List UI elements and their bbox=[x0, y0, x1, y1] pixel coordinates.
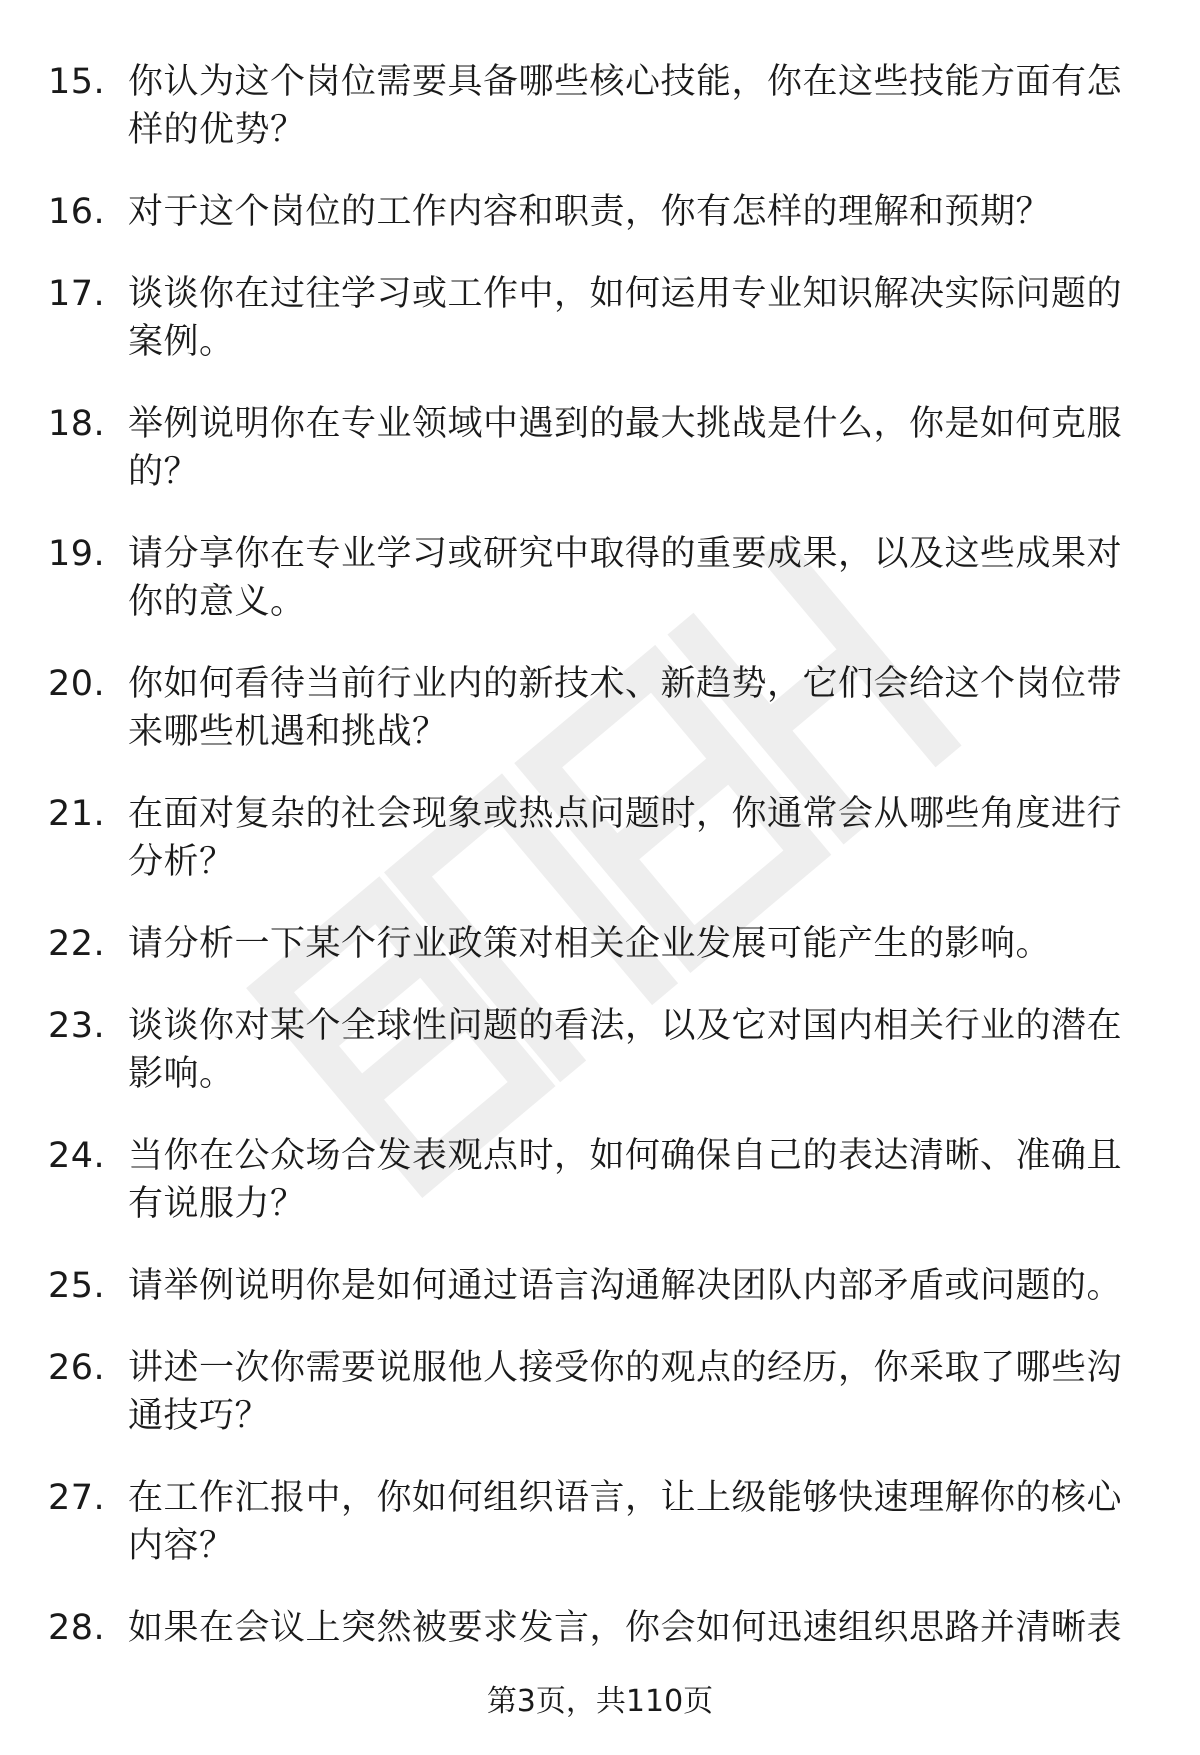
question-number: 21. bbox=[48, 794, 106, 834]
question-text: 举例说明你在专业领域中遇到的最大挑战是什么，你是如何克服的？ bbox=[128, 404, 1123, 492]
question-item bbox=[0, 58, 1200, 154]
question-item bbox=[0, 1344, 1200, 1440]
question-text: 在面对复杂的社会现象或热点问题时，你通常会从哪些角度进行分析？ bbox=[128, 794, 1123, 882]
question-list bbox=[0, 58, 1200, 1686]
question-item bbox=[0, 660, 1200, 756]
question-item bbox=[0, 188, 1200, 236]
question-number: 28. bbox=[48, 1608, 106, 1648]
question-text: 对于这个岗位的工作内容和职责，你有怎样的理解和预期？ bbox=[128, 192, 1052, 232]
question-item bbox=[0, 1604, 1200, 1652]
question-number: 20. bbox=[48, 664, 106, 704]
question-item bbox=[0, 920, 1200, 968]
question-text: 你认为这个岗位需要具备哪些核心技能，你在这些技能方面有怎样的优势？ bbox=[128, 62, 1123, 150]
question-number: 23. bbox=[48, 1006, 106, 1046]
question-text: 你如何看待当前行业内的新技术、新趋势，它们会给这个岗位带来哪些机遇和挑战？ bbox=[128, 664, 1123, 752]
question-number: 24. bbox=[48, 1136, 106, 1176]
question-text: 在工作汇报中，你如何组织语言，让上级能够快速理解你的核心内容？ bbox=[128, 1478, 1123, 1566]
question-item bbox=[0, 270, 1200, 366]
question-number: 17. bbox=[48, 274, 106, 314]
question-item bbox=[0, 530, 1200, 626]
question-text: 当你在公众场合发表观点时，如何确保自己的表达清晰、准确且有说服力？ bbox=[128, 1136, 1123, 1224]
question-item bbox=[0, 1262, 1200, 1310]
question-text: 谈谈你在过往学习或工作中，如何运用专业知识解决实际问题的案例。 bbox=[128, 274, 1123, 362]
question-item bbox=[0, 790, 1200, 886]
question-number: 15. bbox=[48, 62, 106, 102]
question-text: 请分享你在专业学习或研究中取得的重要成果，以及这些成果对你的意义。 bbox=[128, 534, 1123, 622]
question-number: 18. bbox=[48, 404, 106, 444]
question-number: 19. bbox=[48, 534, 106, 574]
question-number: 25. bbox=[48, 1266, 106, 1306]
question-number: 16. bbox=[48, 192, 106, 232]
question-text: 请举例说明你是如何通过语言沟通解决团队内部矛盾或问题的。 bbox=[128, 1266, 1123, 1306]
question-item bbox=[0, 1132, 1200, 1228]
question-number: 27. bbox=[48, 1478, 106, 1518]
question-number: 26. bbox=[48, 1348, 106, 1388]
question-text: 请分析一下某个行业政策对相关企业发展可能产生的影响。 bbox=[128, 924, 1052, 964]
question-item bbox=[0, 400, 1200, 496]
question-text: 如果在会议上突然被要求发言，你会如何迅速组织思路并清晰表 bbox=[128, 1608, 1123, 1648]
question-item bbox=[0, 1002, 1200, 1098]
question-item bbox=[0, 1474, 1200, 1570]
page-footer: 第3页，共110页 bbox=[486, 1684, 714, 1719]
question-text: 讲述一次你需要说服他人接受你的观点的经历，你采取了哪些沟通技巧？ bbox=[128, 1348, 1123, 1436]
question-text: 谈谈你对某个全球性问题的看法，以及它对国内相关行业的潜在影响。 bbox=[128, 1006, 1123, 1094]
question-number: 22. bbox=[48, 924, 106, 964]
